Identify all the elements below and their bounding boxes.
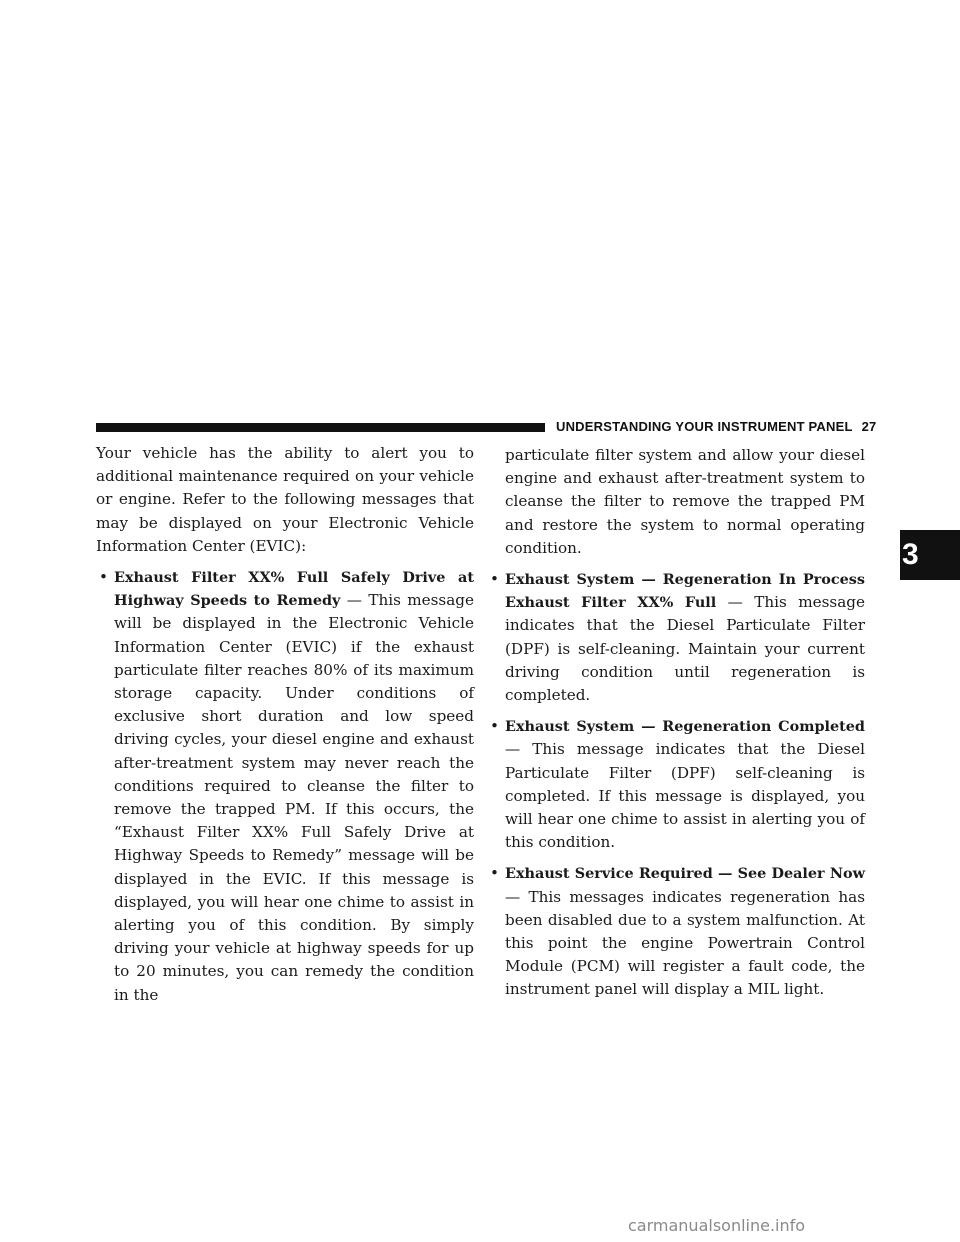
- bullet-item: [487, 568, 865, 707]
- section-title: UNDERSTANDING YOUR INSTRUMENT PANEL: [556, 419, 853, 434]
- bullet-text: — This messages indicates regeneration has been disabled due to a system malfunction. At this point the engine Powertrain Control Module (PCM) will register a fault code, the instrument panel will display a MIL light.: [505, 887, 865, 999]
- watermark: carmanualsonline.info: [628, 1216, 806, 1235]
- bullet-term: Exhaust Filter XX% Full Safely Drive at Highway Speeds to Remedy: [114, 569, 474, 610]
- bullet-item: [96, 566, 474, 1007]
- bullet-text: — This message indicates that the Diesel Particulate Filter (DPF) is self-cleaning. Maintain your current driving condition until regeneration is completed.: [505, 593, 865, 705]
- bullet-text: — This message indicates that the Diesel Particulate Filter (DPF) self-cleaning is completed. If this message is displayed, you will hear one chime to assist in alerting you of this condition.: [505, 740, 865, 852]
- bullet-dot: •: [490, 864, 499, 883]
- bullet-term: Exhaust Service Required — See Dealer Now: [505, 865, 865, 883]
- bullet-dot: •: [490, 570, 499, 589]
- running-header: [556, 416, 877, 438]
- page-number: 27: [861, 419, 877, 434]
- header-rule: [96, 423, 545, 432]
- bullet-item: [487, 862, 865, 1001]
- bullet-dot: •: [99, 568, 108, 587]
- left-column: [96, 442, 474, 1015]
- bullet-dot: •: [490, 717, 499, 736]
- continued-paragraph: particulate filter system and allow your diesel engine and exhaust after-treatment system to cleanse the filter to remove the trapped PM and restore the system to normal operating condition.: [505, 446, 865, 557]
- bullet-item: [487, 715, 865, 854]
- chapter-tab: 3: [900, 530, 960, 580]
- right-column: [487, 444, 865, 1010]
- intro-paragraph: Your vehicle has the ability to alert you to additional maintenance required on your vehicle or engine. Refer to the following messages that may be displayed on your Electronic Vehicle Information Center (EVIC):: [96, 444, 474, 555]
- bullet-text: — This message will be displayed in the Electronic Vehicle Information Center (EVIC) if the exhaust particulate filter reaches 80% of its maximum storage capacity. Under conditions of exclusive short duration and low speed driving cycles, your diesel engine and exhaust after-treatment system may never reach the conditions required to cleanse the filter to remove the trapped PM. If this occurs, the “Exhaust Filter XX% Full Safely Drive at Highway Speeds to Remedy” message will be displayed in the EVIC. If this message is displayed, you will hear one chime to assist in alerting you of this condition. By simply driving your vehicle at highway speeds for up to 20 minutes, you can remedy the condition in the: [114, 591, 474, 1004]
- bullet-term: Exhaust System — Regeneration Completed: [505, 718, 865, 736]
- bullet-term: Exhaust System — Regeneration In Process Exhaust Filter XX% Full: [505, 571, 865, 612]
